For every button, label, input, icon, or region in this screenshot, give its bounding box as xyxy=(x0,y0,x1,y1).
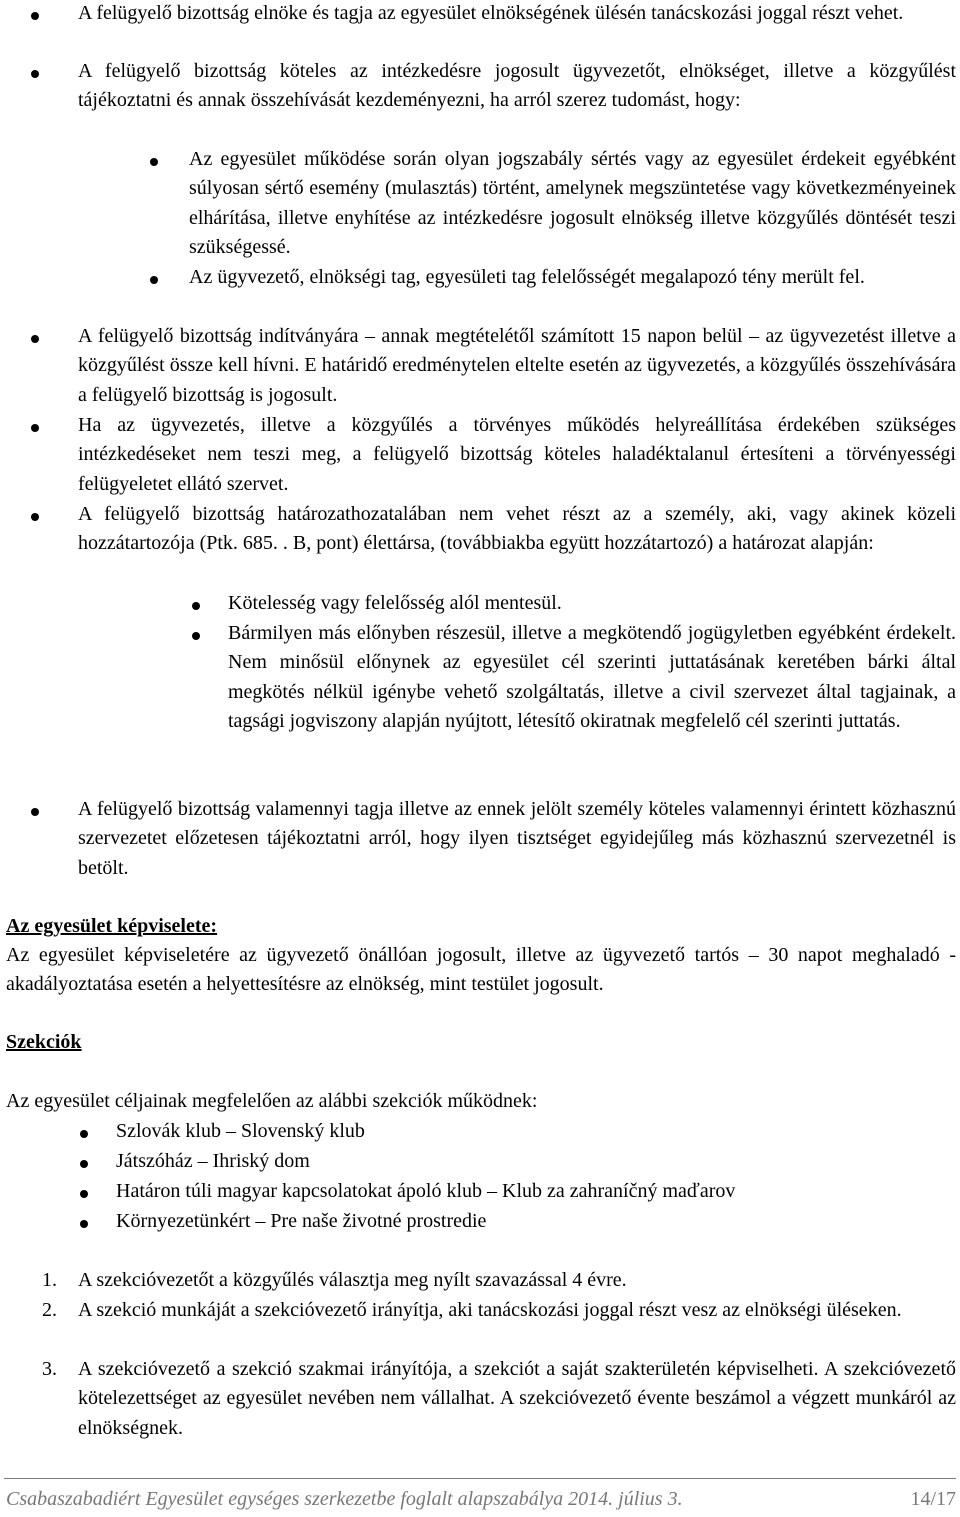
paragraph: Az ügyvezető, elnökségi tag, egyesületi tag felelősségét megalapozó tény merült fel. xyxy=(189,266,865,288)
list-item: Játszóház – Ihriský dom xyxy=(116,1150,310,1172)
list-item: Környezetünkért – Pre naše životné prostredie xyxy=(116,1210,487,1232)
list-number: 3. xyxy=(42,1358,57,1380)
paragraph: A szekcióvezetőt a közgyűlés választja meg nyílt szavazással 4 évre. xyxy=(78,1269,627,1291)
bullet-dot xyxy=(150,276,158,284)
bullet-dot xyxy=(192,632,200,640)
paragraph: A felügyelő bizottság valamennyi tagja illetve az ennek jelölt személy köteles valamennyi érintett közhasznú szervezetet előzetesen tájékoztatni arról, hogy ilyen tisztséget egyidejűleg más közhasznú szervezetnél is betölt. xyxy=(78,798,956,879)
paragraph: Az egyesület működése során olyan jogszabály sértés vagy az egyesület érdekeit egyébként súlyosan sértő esemény (mulasztás) történt, amelynek megszüntetése vagy következményeinek elhárítása, illetve enyhítése az intézkedésre jogosult elnökség illetve közgyűlés döntését teszi szükségessé. xyxy=(189,148,956,259)
paragraph: Bármilyen más előnyben részesül, illetve a megkötendő jogügyletben egyébként érdekelt. Nem minősül előnynek az egyesület cél szerinti juttatásának keretében bárki által megkötés nélkül igénybe vehető szolgáltatás, illetve a civil szervezet által tagjainak, a tagsági jogviszony alapján nyújtott, létesítő okiratnak megfelelő cél szerinti juttatás. xyxy=(228,622,956,733)
paragraph: A felügyelő bizottság elnöke és tagja az egyesület elnökségének ülésén tanácskozási joggal részt vehet. xyxy=(78,2,904,24)
bullet-dot xyxy=(31,12,39,20)
paragraph: A szekció munkáját a szekcióvezető irányítja, aki tanácskozási joggal részt vesz az elnökségi üléseken. xyxy=(78,1299,902,1321)
footer-title: Csabaszabadiért Egyesület egységes szerkezetbe foglalt alapszabálya 2014. július 3. xyxy=(6,1488,683,1510)
paragraph: A felügyelő bizottság indítványára – annak megtételétől számított 15 napon belül – az ügyvezetést illetve a közgyűlést össze kell hívni. E határidő eredménytelen eltelte esetén az ügyvezetés, a közgyűlés összehívására a felügyelő bizottság is jogosult. xyxy=(78,325,956,406)
bullet-dot xyxy=(31,70,39,78)
bullet-dot xyxy=(150,158,158,166)
bullet-dot xyxy=(80,1130,88,1138)
bullet-dot xyxy=(80,1190,88,1198)
bullet-dot xyxy=(80,1160,88,1168)
paragraph: Ha az ügyvezetés, illetve a közgyűlés a törvényes működés helyreállítása érdekében szükséges intézkedéseket nem teszi meg, a felügyelő bizottság köteles haladéktalanul értesíteni a törvényességi felügyeletet ellátó szervet. xyxy=(78,414,956,495)
section-heading: Az egyesület képviselete: xyxy=(6,915,218,937)
list-number: 2. xyxy=(42,1299,57,1321)
bullet-dot xyxy=(31,335,39,343)
section-heading: Szekciók xyxy=(6,1031,82,1053)
list-item: Határon túli magyar kapcsolatokat ápoló klub – Klub za zahraníčný maďarov xyxy=(116,1180,736,1202)
paragraph: Az egyesület képviseletére az ügyvezető önállóan jogosult, illetve az ügyvezető tartós – 30 napot meghaladó - akadályoztatása esetén a helyettesítésre az elnökség, mint testület jogosult. xyxy=(6,944,956,996)
bullet-dot xyxy=(31,424,39,432)
bullet-dot xyxy=(80,1220,88,1228)
bullet-dot xyxy=(31,808,39,816)
paragraph: A felügyelő bizottság határozathozatalában nem vehet részt az a személy, aki, vagy akinek közeli hozzátartozója (Ptk. 685. . B, pont) élettársa, (továbbiakba együtt hozzátartozó) a határozat alapján: xyxy=(78,503,956,555)
bullet-dot xyxy=(31,513,39,521)
list-number: 1. xyxy=(42,1269,57,1291)
paragraph: A felügyelő bizottság köteles az intézkedésre jogosult ügyvezetőt, elnökséget, illetve a közgyűlést tájékoztatni és annak összehívását kezdeményezni, ha arról szerez tudomást, hogy: xyxy=(78,60,956,112)
page-number: 14/17 xyxy=(910,1488,956,1510)
footer-divider xyxy=(4,1478,956,1479)
paragraph: Kötelesség vagy felelősség alól mentesül. xyxy=(228,592,562,614)
list-item: Szlovák klub – Slovenský klub xyxy=(116,1120,365,1142)
bullet-dot xyxy=(192,602,200,610)
paragraph: Az egyesület céljainak megfelelően az alábbi szekciók működnek: xyxy=(6,1090,538,1112)
paragraph: A szekcióvezető a szekció szakmai irányítója, a szekciót a saját szakterületén képviselheti. A szekcióvezető kötelezettséget az egyesület nevében nem vállalhat. A szekcióvezető évente beszámol a végzett munkáról az elnökségnek. xyxy=(78,1358,956,1439)
